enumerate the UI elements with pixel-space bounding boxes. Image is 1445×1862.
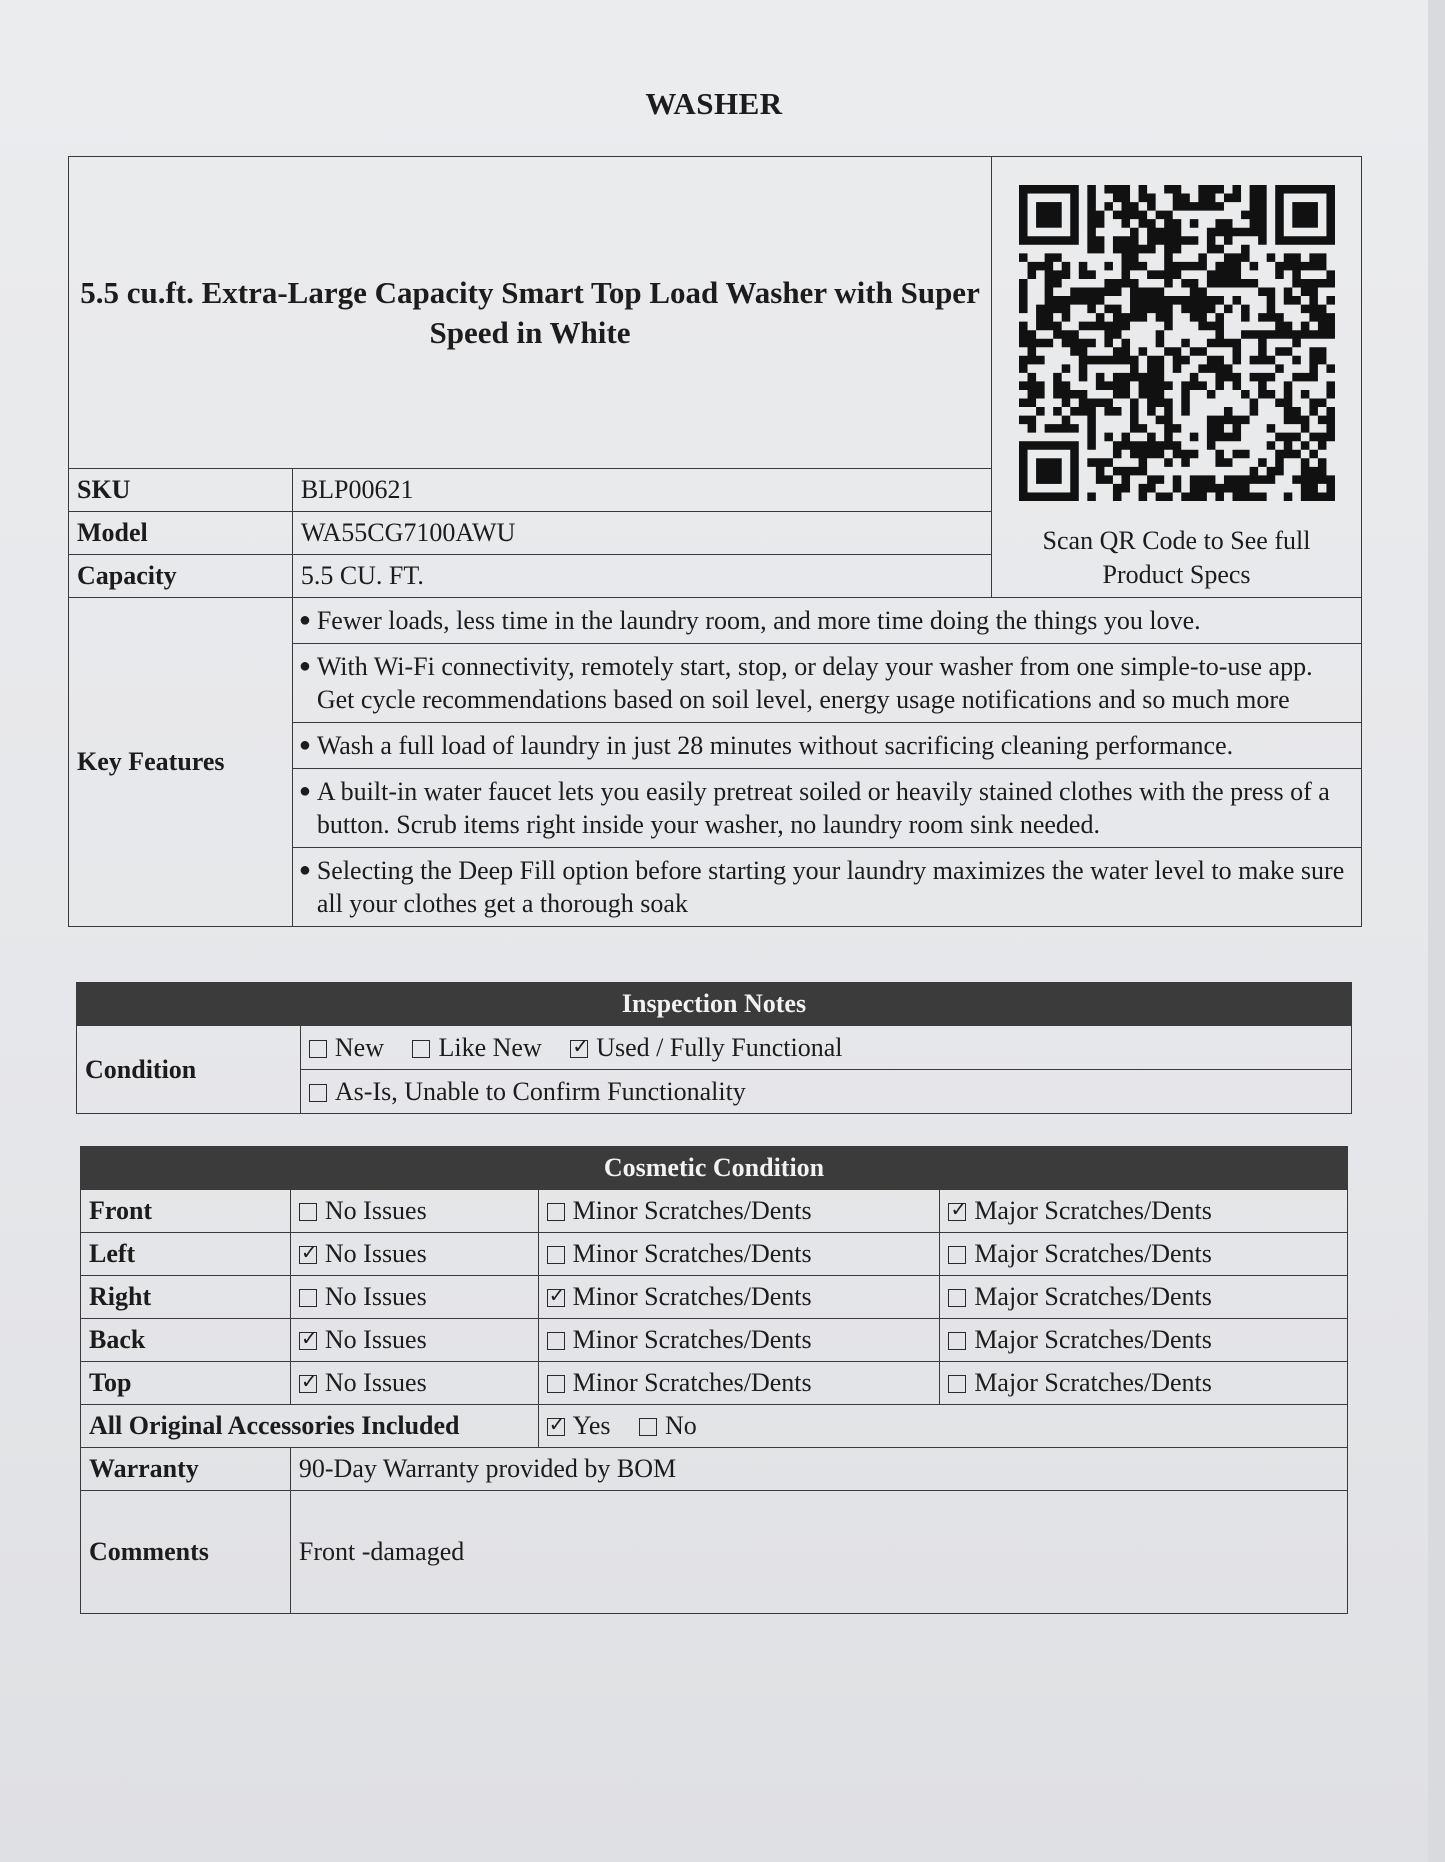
- qr-code-image: [1019, 185, 1335, 501]
- key-features-label: Key Features: [69, 598, 293, 927]
- warranty-value: 90-Day Warranty provided by BOM: [290, 1448, 1347, 1491]
- checkbox[interactable]: [309, 1040, 327, 1058]
- condition-options-row: [300, 1026, 1351, 1070]
- cosmetic-option-cell[interactable]: [290, 1319, 538, 1362]
- checkbox[interactable]: [299, 1203, 317, 1221]
- cosmetic-option-cell[interactable]: [290, 1233, 538, 1276]
- condition-options-row: [300, 1070, 1351, 1114]
- checkbox[interactable]: [547, 1246, 565, 1264]
- checkbox[interactable]: [948, 1246, 966, 1264]
- feature-item: ● Selecting the Deep Fill option before starting your laundry maximizes the water level to make sure all your clothes get a thorough soak: [292, 848, 1361, 927]
- checkbox[interactable]: [948, 1375, 966, 1393]
- accessories-options: [538, 1405, 1347, 1448]
- checkbox[interactable]: [570, 1040, 588, 1058]
- model-value: WA55CG7100AWU: [292, 512, 991, 555]
- checkbox[interactable]: [547, 1289, 565, 1307]
- cosmetic-row-label: Top: [81, 1362, 291, 1405]
- checkbox[interactable]: [547, 1203, 565, 1221]
- condition-option-as-is[interactable]: As-Is, Unable to Confirm Functionality: [309, 1077, 746, 1107]
- cosmetic-option-label: Major Scratches/Dents: [974, 1282, 1212, 1311]
- condition-option-like-new[interactable]: Like New: [412, 1033, 541, 1063]
- cosmetic-option-label: Minor Scratches/Dents: [572, 1325, 812, 1354]
- checkbox[interactable]: [309, 1084, 327, 1102]
- feature-item: ● A built-in water faucet lets you easily pretreat soiled or heavily stained clothes with the press of a button. Scrub items right inside your washer, no laundry room sink needed.: [292, 769, 1361, 848]
- cosmetic-option-label: Major Scratches/Dents: [974, 1196, 1212, 1225]
- cosmetic-row-label: Back: [81, 1319, 291, 1362]
- cosmetic-option-cell[interactable]: [940, 1233, 1348, 1276]
- cosmetic-option-cell[interactable]: [940, 1362, 1348, 1405]
- cosmetic-row-label: Right: [81, 1276, 291, 1319]
- checkbox[interactable]: [948, 1289, 966, 1307]
- checkbox[interactable]: [412, 1040, 430, 1058]
- checkbox[interactable]: [547, 1418, 565, 1436]
- cosmetic-option-label: No Issues: [324, 1368, 427, 1397]
- cosmetic-row-right: [81, 1276, 1348, 1319]
- cosmetic-row-front: [81, 1190, 1348, 1233]
- cosmetic-option-cell[interactable]: [940, 1190, 1348, 1233]
- sku-label: SKU: [69, 469, 293, 512]
- sku-value: BLP00621: [292, 469, 991, 512]
- cosmetic-option-label: Minor Scratches/Dents: [572, 1282, 812, 1311]
- capacity-label: Capacity: [69, 555, 293, 598]
- product-table: [68, 156, 1362, 927]
- inspection-table: [76, 982, 1352, 1114]
- cosmetic-option-label: Major Scratches/Dents: [974, 1368, 1212, 1397]
- cosmetic-row-label: Front: [81, 1190, 291, 1233]
- cosmetic-option-label: Major Scratches/Dents: [974, 1239, 1212, 1268]
- cosmetic-option-label: Major Scratches/Dents: [974, 1325, 1212, 1354]
- checkbox[interactable]: [299, 1375, 317, 1393]
- feature-item: ● Fewer loads, less time in the laundry room, and more time doing the things you love.: [292, 598, 1361, 644]
- cosmetic-option-label: No Issues: [324, 1282, 427, 1311]
- cosmetic-row-back: [81, 1319, 1348, 1362]
- product-name: 5.5 cu.ft. Extra-Large Capacity Smart Top Load Washer with Super Speed in White: [69, 157, 992, 469]
- checkbox[interactable]: [299, 1246, 317, 1264]
- accessories-yes[interactable]: ✓ Yes: [547, 1411, 611, 1441]
- checkbox[interactable]: [948, 1332, 966, 1350]
- cosmetic-row-top: [81, 1362, 1348, 1405]
- comments-value: Front -damaged: [290, 1491, 1347, 1614]
- cosmetic-option-cell[interactable]: [538, 1233, 940, 1276]
- checkbox[interactable]: [948, 1203, 966, 1221]
- cosmetic-option-cell[interactable]: [940, 1319, 1348, 1362]
- cosmetic-option-cell[interactable]: [940, 1276, 1348, 1319]
- cosmetic-option-label: No Issues: [324, 1196, 427, 1225]
- condition-option-used[interactable]: ✓ Used / Fully Functional: [570, 1033, 842, 1063]
- checkbox[interactable]: [639, 1418, 657, 1436]
- cosmetic-option-cell[interactable]: [538, 1362, 940, 1405]
- inspection-header: Inspection Notes: [77, 983, 1352, 1026]
- cosmetic-option-cell[interactable]: [538, 1190, 940, 1233]
- capacity-value: 5.5 CU. FT.: [292, 555, 991, 598]
- checkbox[interactable]: [299, 1289, 317, 1307]
- qr-cell: [992, 157, 1362, 598]
- cosmetic-table: [80, 1146, 1348, 1614]
- condition-option-new[interactable]: New: [309, 1033, 384, 1063]
- cosmetic-option-cell[interactable]: [538, 1276, 940, 1319]
- cosmetic-header: Cosmetic Condition: [81, 1147, 1348, 1190]
- condition-label: Condition: [77, 1026, 301, 1114]
- feature-item: ● With Wi-Fi connectivity, remotely start, stop, or delay your washer from one simple-to-use app. Get cycle recommendations based on soil level, energy usage notifications and so much more: [292, 644, 1361, 723]
- cosmetic-row-label: Left: [81, 1233, 291, 1276]
- model-label: Model: [69, 512, 293, 555]
- document-title: WASHER: [645, 86, 783, 121]
- cosmetic-row-left: [81, 1233, 1348, 1276]
- cosmetic-option-cell[interactable]: [538, 1319, 940, 1362]
- feature-item: ● Wash a full load of laundry in just 28 minutes without sacrificing cleaning performance.: [292, 723, 1361, 769]
- cosmetic-option-cell[interactable]: [290, 1190, 538, 1233]
- warranty-label: Warranty: [81, 1448, 291, 1491]
- comments-label: Comments: [81, 1491, 291, 1614]
- cosmetic-option-label: Minor Scratches/Dents: [572, 1368, 812, 1397]
- accessories-label: All Original Accessories Included: [81, 1405, 539, 1448]
- cosmetic-option-label: No Issues: [324, 1239, 427, 1268]
- accessories-no[interactable]: No: [639, 1411, 697, 1441]
- checkbox[interactable]: [547, 1375, 565, 1393]
- checkbox[interactable]: [547, 1332, 565, 1350]
- cosmetic-option-cell[interactable]: [290, 1362, 538, 1405]
- cosmetic-option-label: No Issues: [324, 1325, 427, 1354]
- cosmetic-option-label: Minor Scratches/Dents: [572, 1239, 812, 1268]
- cosmetic-option-label: Minor Scratches/Dents: [572, 1196, 812, 1225]
- checkbox[interactable]: [299, 1332, 317, 1350]
- qr-caption: Scan QR Code to See full Product Specs: [1042, 526, 1311, 589]
- cosmetic-option-cell[interactable]: [290, 1276, 538, 1319]
